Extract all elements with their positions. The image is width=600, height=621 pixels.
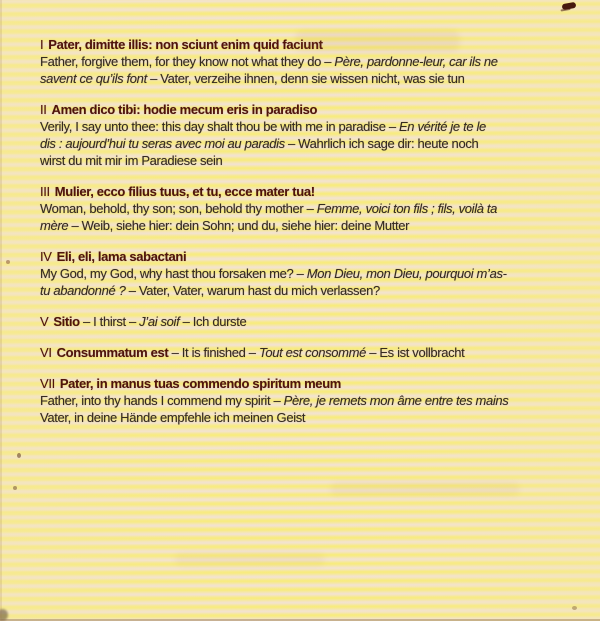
page-left-edge [0, 0, 2, 621]
translation-segment-french: Femme, voici ton fils ; fils, voilà ta [316, 201, 498, 216]
word-3-heading [40, 183, 578, 200]
section-word-2 [40, 101, 578, 169]
word-5-numeral: V [40, 314, 49, 329]
word-6-numeral: VI [40, 345, 52, 360]
word-4-numeral: IV [40, 249, 52, 264]
word-2-translation-line-1 [40, 118, 578, 135]
translation-segment: – Vater, verzeihe ihnen, denn sie wissen nicht, was sie tun [146, 71, 465, 86]
translation-segment: Father, into thy hands I commend my spirit – [40, 393, 284, 408]
word-7-latin: Pater, in manus tuas commendo spiritum meum [59, 376, 341, 391]
word-7-heading [40, 375, 578, 392]
word-4-latin: Eli, eli, lama sabactani [56, 249, 187, 264]
word-2-latin: Amen dico tibi: hodie mecum eris in paradiso [51, 102, 318, 117]
word-1-translation-line-1 [40, 53, 578, 70]
word-2-translation-line-2 [40, 135, 578, 152]
word-1-heading [40, 36, 578, 53]
ink-speck [13, 486, 17, 490]
word-3-translation-line-2 [40, 217, 578, 234]
translation-segment-french: Tout est consommé [258, 345, 366, 360]
section-word-4 [40, 248, 578, 299]
translation-segment: – Weib, siehe hier: dein Sohn; und du, siehe hier: deine Mutter [68, 218, 410, 233]
word-4-translation-line-1 [40, 265, 578, 282]
translation-segment-french: Père, pardonne-leur, car ils ne [334, 54, 498, 69]
seven-last-words-text-block [40, 36, 578, 440]
translation-segment: Father, forgive them, for they know not what they do – [40, 54, 335, 69]
word-3-latin: Mulier, ecco filius tuus, et tu, ecce mater tua! [54, 184, 315, 199]
word-6-latin: Consummatum est [56, 345, 169, 360]
word-1-numeral: I [40, 37, 44, 52]
word-3-translation-line-1 [40, 200, 578, 217]
show-through-smudge [330, 482, 520, 496]
word-3-numeral: III [40, 184, 50, 199]
translation-segment-french: dis : aujourd’hui tu seras avec moi au paradis [40, 136, 285, 151]
ink-speck [572, 606, 577, 610]
translation-segment: – I thirst – [79, 314, 140, 329]
word-5-latin: Sitio [53, 314, 80, 329]
section-word-7 [40, 375, 578, 426]
translation-segment-french: Père, je remets mon âme entre tes mains [283, 393, 509, 408]
translation-segment: – Wahrlich ich sage dir: heute noch [284, 136, 479, 151]
translation-segment-french: J’ai soif [139, 314, 180, 329]
word-4-heading [40, 248, 578, 265]
translation-segment: – Ich durste [179, 314, 247, 329]
translation-segment: – Es ist vollbracht [365, 345, 465, 360]
section-word-3 [40, 183, 578, 234]
word-2-heading [40, 101, 578, 118]
section-word-6 [40, 344, 578, 361]
translation-segment: – Vater, Vater, warum hast du mich verlassen? [125, 283, 380, 298]
word-1-translation-line-2 [40, 70, 578, 87]
ink-speck [562, 2, 577, 10]
show-through-smudge [175, 553, 325, 566]
translation-segment: wirst du mit mir im Paradiese sein [40, 153, 223, 168]
translation-segment-french: mère [40, 218, 69, 233]
translation-segment: My God, my God, why hast thou forsaken me? – [40, 266, 307, 281]
ink-speck [17, 453, 21, 458]
word-5-single-line [40, 313, 578, 330]
translation-segment: Woman, behold, thy son; son, behold thy mother – [40, 201, 317, 216]
word-2-numeral: II [40, 102, 47, 117]
translation-segment-french: En vérité je te le [398, 119, 486, 134]
translation-segment: Vater, in deine Hände empfehle ich meinen Geist [40, 410, 306, 425]
translation-segment-french: savent ce qu’ils font [40, 71, 147, 86]
translation-segment: Verily, I say unto thee: this day shalt thou be with me in paradise – [40, 119, 399, 134]
word-2-translation-line-3 [40, 152, 578, 169]
word-7-translation-line-2 [40, 409, 578, 426]
word-7-translation-line-1 [40, 392, 578, 409]
ink-speck [6, 260, 10, 264]
translation-segment: – It is finished – [168, 345, 259, 360]
translation-segment-french: Mon Dieu, mon Dieu, pourquoi m’as- [306, 266, 507, 281]
translation-segment-french: tu abandonné ? [40, 283, 126, 298]
section-word-1 [40, 36, 578, 87]
section-word-5 [40, 313, 578, 330]
word-7-numeral: VII [40, 376, 55, 391]
word-1-latin: Pater, dimitte illis: non sciunt enim quid faciunt [48, 37, 323, 52]
word-4-translation-line-2 [40, 282, 578, 299]
word-6-single-line [40, 344, 578, 361]
